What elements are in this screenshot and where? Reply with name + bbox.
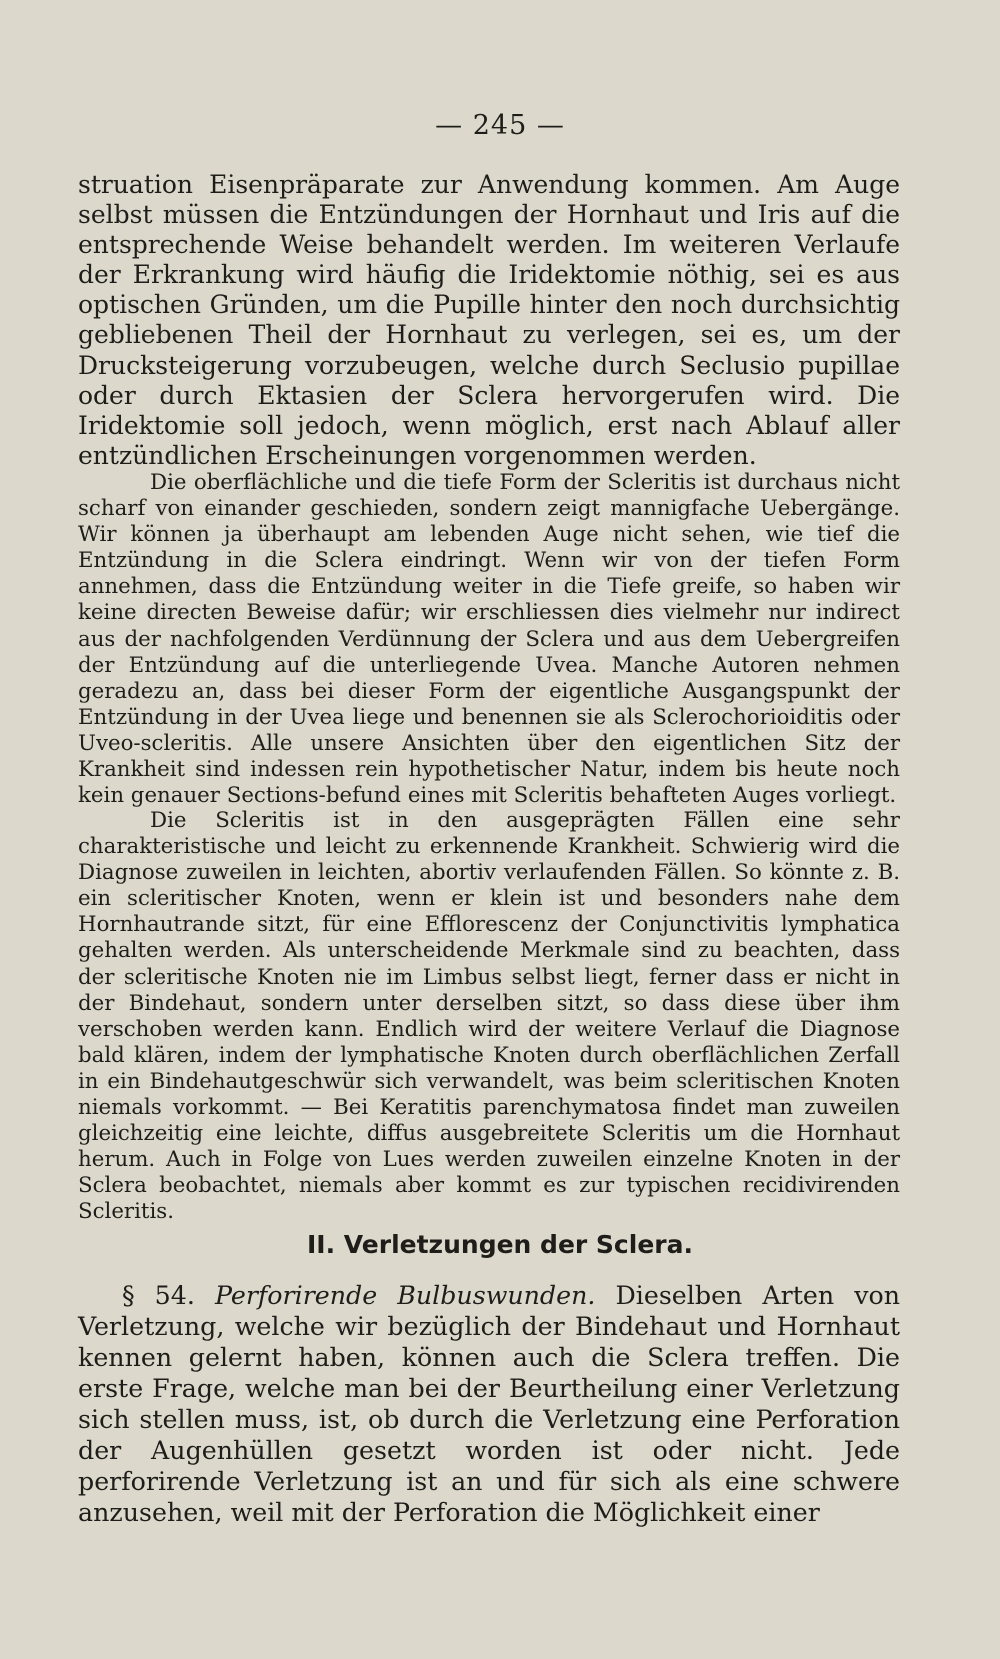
body-paragraph-1: struation Eisenpräparate zur Anwendung kommen. Am Auge selbst müssen die Entzündungen der Hornhaut und Iris auf die entsprechende Weise behandelt werden. Im weiteren Verlaufe der Erkrankung wird häufig die Iridektomie nöthig, sei es aus optischen Gründen, um die Pupille hinter den noch durchsichtig gebliebenen Theil der Hornhaut zu verlegen, sei es, um der Drucksteigerung vorzubeugen, welche durch Seclusio pupillae oder durch Ektasien der Sclera hervorgerufen wird. Die Iridektomie soll jedoch, wenn möglich, erst nach Ablauf aller entzündlichen Erscheinungen vorgenommen werden. bbox=[78, 170, 900, 470]
section-heading: II. Verletzungen der Sclera. bbox=[307, 1230, 693, 1259]
body-paragraph-3: Die Scleritis ist in den ausgeprägten Fällen eine sehr charakteristische und leicht zu erkennende Krankheit. Schwierig wird die Diagnose zuweilen in leichten, abortiv verlaufenden Fällen. So könnte z. B. ein scleritischer Knoten, wenn er klein ist und besonders nahe dem Hornhautrande sitzt, für eine Efflorescenz der Conjunctivitis lymphatica gehalten werden. Als unterscheidende Merkmale sind zu beachten, dass der scleritische Knoten nie im Limbus selbst liegt, ferner dass er nicht in der Bindehaut, sondern unter derselben sitzt, so dass diese über ihm verschoben werden kann. Endlich wird der weitere Verlauf die Diagnose bald klären, indem der lymphatische Knoten durch oberflächlichen Zerfall in ein Bindehautgeschwür sich verwandelt, was beim scleritischen Knoten niemals vorkommt. — Bei Keratitis parenchymatosa findet man zuweilen gleichzeitig eine leichte, diffus ausgebreitete Scleritis um die Hornhaut herum. Auch in Folge von Lues werden zuweilen einzelne Knoten in der Sclera beobachtet, niemals aber kommt es zur typischen recidivirenden Scleritis. bbox=[78, 808, 900, 1225]
page-number: — 245 — bbox=[435, 110, 565, 141]
body-paragraph-2: Die oberflächliche und die tiefe Form der Scleritis ist durchaus nicht scharf von einander geschieden, sondern zeigt mannigfache Uebergänge. Wir können ja überhaupt am lebenden Auge nicht sehen, wie tief die Entzündung in die Sclera eindringt. Wenn wir von der tiefen Form annehmen, dass die Entzündung weiter in die Tiefe greife, so haben wir keine directen Beweise dafür; wir erschliessen dies vielmehr nur indirect aus der nachfolgenden Verdünnung der Sclera und aus dem Uebergreifen der Entzündung auf die unterliegende Uvea. Manche Autoren nehmen geradezu an, dass bei dieser Form der eigentliche Ausgangspunkt der Entzündung in der Uvea liege und benennen sie als Sclerochorioiditis oder Uveo-scleritis. Alle unsere Ansichten über den eigentlichen Sitz der Krankheit sind indessen rein hypothetischer Natur, indem bis heute noch kein genauer Sections-befund eines mit Scleritis behafteten Auges vorliegt. bbox=[78, 470, 900, 809]
body-paragraph-4 bbox=[78, 1280, 900, 1528]
section-number: § 54. bbox=[122, 1281, 195, 1310]
section-title: Perforirende Bulbuswunden. bbox=[214, 1281, 596, 1310]
body-paragraph-4-text: Dieselben Arten von Verletzung, welche wir bezüglich der Bindehaut und Hornhaut kennen gelernt haben, können auch die Sclera treffen. Die erste Frage, welche man bei der Beurtheilung einer Verletzung sich stellen muss, ist, ob durch die Verletzung eine Perforation der Augenhüllen gesetzt worden ist oder nicht. Jede perforirende Verletzung ist an und für sich als eine schwere anzusehen, weil mit der Perforation die Möglichkeit einer bbox=[78, 1281, 901, 1527]
